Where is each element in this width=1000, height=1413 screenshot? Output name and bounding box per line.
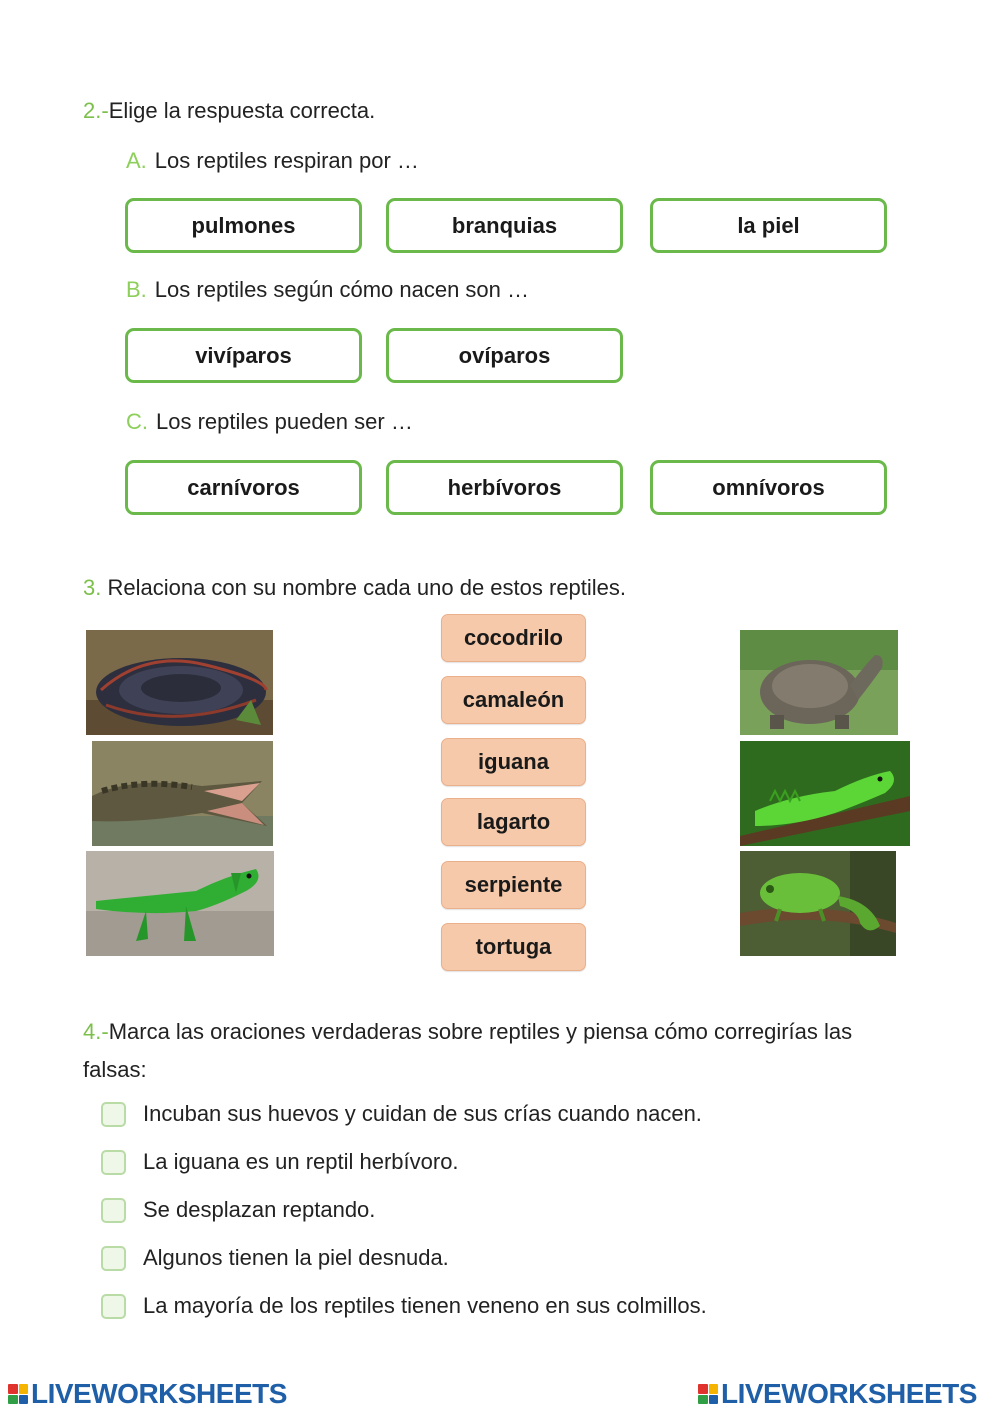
q4-title — [83, 1013, 953, 1089]
name-tag-camaleon[interactable]: camaleón — [441, 676, 586, 724]
liveworksheets-logo-icon — [8, 1384, 28, 1404]
name-tag-lagarto[interactable]: lagarto — [441, 798, 586, 846]
statement-text: Incuban sus huevos y cuidan de sus crías cuando nacen. — [143, 1101, 702, 1126]
option-la-piel[interactable]: la piel — [650, 198, 887, 253]
q2-part-a-letter: A. — [126, 148, 147, 173]
statement-text: La mayoría de los reptiles tienen veneno en sus colmillos. — [143, 1293, 707, 1318]
statement-text: Algunos tienen la piel desnuda. — [143, 1245, 449, 1270]
statement-checkbox[interactable] — [101, 1150, 126, 1175]
statement-checkbox[interactable] — [101, 1198, 126, 1223]
q3-title — [83, 575, 626, 601]
q2-part-c-letter: C. — [126, 409, 148, 434]
tortoise-photo[interactable] — [740, 630, 898, 735]
option-viviparos[interactable]: vivíparos — [125, 328, 362, 383]
q2-part-b — [126, 277, 529, 303]
chameleon-photo[interactable] — [740, 851, 896, 956]
footer-logo-right — [698, 1378, 977, 1410]
q2-part-c-text: Los reptiles pueden ser … — [156, 409, 413, 434]
q4-number: 4.- — [83, 1019, 109, 1044]
option-branquias[interactable]: branquias — [386, 198, 623, 253]
name-tag-iguana[interactable]: iguana — [441, 738, 586, 786]
statement-row — [101, 1245, 449, 1271]
footer-logo-left — [8, 1378, 287, 1410]
option-omnivoros[interactable]: omnívoros — [650, 460, 887, 515]
q2-title-text: Elige la respuesta correcta. — [108, 98, 376, 123]
statement-checkbox[interactable] — [101, 1294, 126, 1319]
snake-photo[interactable] — [86, 630, 273, 735]
name-tag-serpiente[interactable]: serpiente — [441, 861, 586, 909]
option-carnivoros[interactable]: carnívoros — [125, 460, 362, 515]
option-oviparos[interactable]: ovíparos — [386, 328, 623, 383]
statement-checkbox[interactable] — [101, 1246, 126, 1271]
q4-title-line2: falsas: — [83, 1057, 147, 1082]
q2-part-a — [126, 148, 419, 174]
option-pulmones[interactable]: pulmones — [125, 198, 362, 253]
footer-brand-right: LIVEWORKSHEETS — [721, 1378, 977, 1409]
statement-text: Se desplazan reptando. — [143, 1197, 376, 1222]
iguana-photo[interactable] — [740, 741, 910, 846]
name-tag-cocodrilo[interactable]: cocodrilo — [441, 614, 586, 662]
q2-number: 2.- — [83, 98, 109, 123]
crocodile-photo[interactable] — [92, 741, 273, 846]
q3-number: 3. — [83, 575, 102, 600]
footer-brand-left: LIVEWORKSHEETS — [31, 1378, 287, 1409]
option-herbivoros[interactable]: herbívoros — [386, 460, 623, 515]
lizard-photo[interactable] — [86, 851, 274, 956]
statement-row — [101, 1101, 702, 1127]
liveworksheets-logo-icon — [698, 1384, 718, 1404]
q4-title-line1: Marca las oraciones verdaderas sobre reptiles y piensa cómo corregirías las — [108, 1019, 853, 1044]
q2-part-a-text: Los reptiles respiran por … — [154, 148, 419, 173]
statement-checkbox[interactable] — [101, 1102, 126, 1127]
statement-row — [101, 1197, 375, 1223]
name-tag-tortuga[interactable]: tortuga — [441, 923, 586, 971]
statement-row — [101, 1149, 459, 1175]
statement-text: La iguana es un reptil herbívoro. — [143, 1149, 459, 1174]
q2-part-b-letter: B. — [126, 277, 147, 302]
q2-part-c — [126, 409, 413, 435]
statement-row — [101, 1293, 707, 1319]
q2-title — [83, 98, 375, 124]
q2-part-b-text: Los reptiles según cómo nacen son … — [154, 277, 530, 302]
q3-title-text: Relaciona con su nombre cada uno de estos reptiles. — [107, 575, 627, 600]
